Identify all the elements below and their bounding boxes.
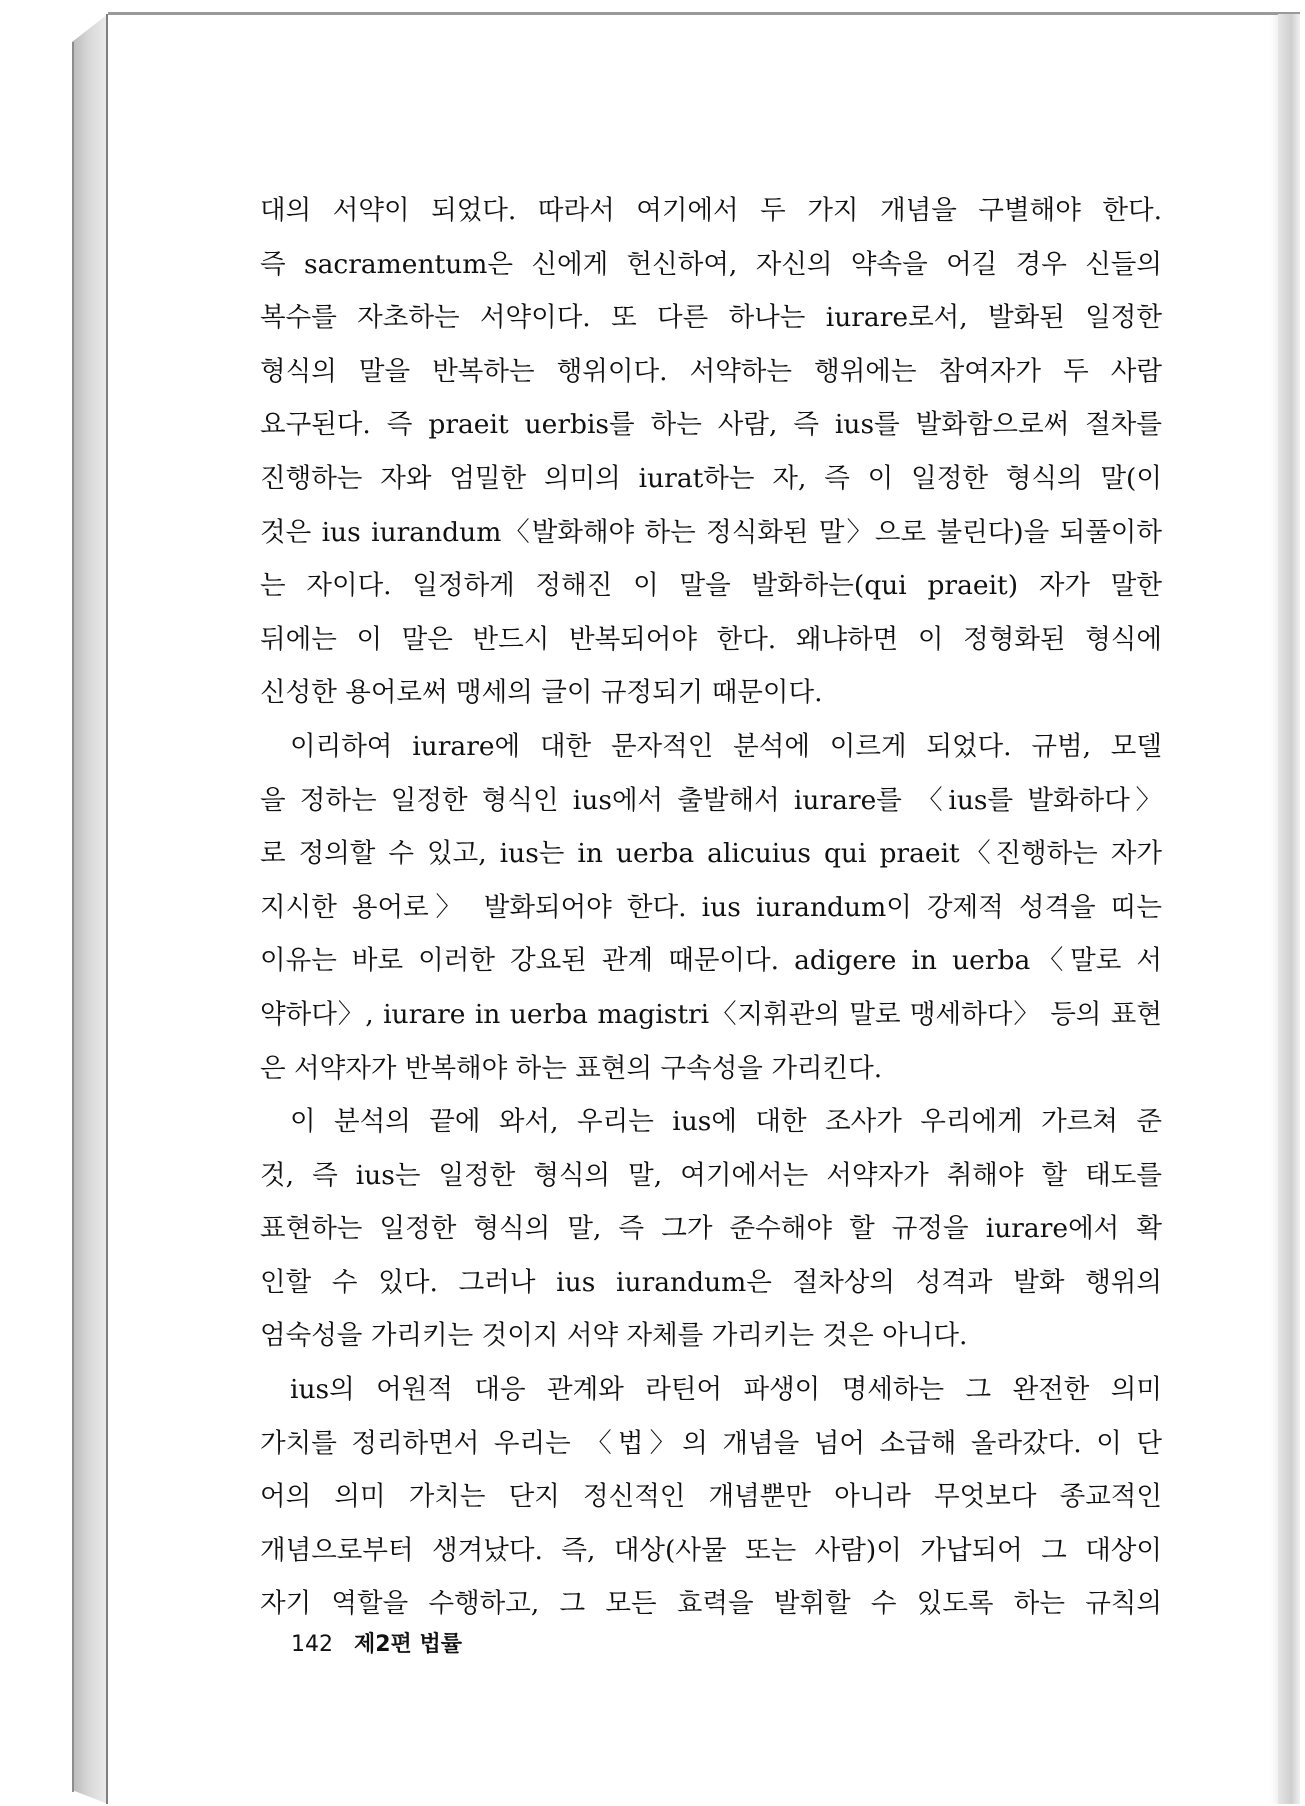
text-line: 엄숙성을 가리키는 것이지 서약 자체를 가리키는 것은 아니다. [260,1320,968,1352]
book-spine-edge [72,42,74,1792]
text-line: 즉 sacramentum은 신에게 헌신하여, 자신의 약속을 어길 경우 신들의 [260,248,1162,280]
text-line: 이 분석의 끝에 와서, 우리는 ius에 대한 조사가 우리에게 가르쳐 준 [290,1106,1162,1138]
page-left-border [106,14,108,1804]
text-line: 진행하는 자와 엄밀한 의미의 iurat하는 자, 즉 이 일정한 형식의 말(이 [260,462,1162,494]
page-number: 142 [291,1632,333,1657]
text-line: 복수를 자초하는 서약이다. 또 다른 하나는 iurare로서, 발화된 일정한 [260,302,1162,334]
text-line: 요구된다. 즉 praeit uerbis를 하는 사람, 즉 ius를 발화함으로써 절차를 [260,409,1162,441]
page-right-edge [1278,14,1300,1804]
book-spine [72,14,108,1804]
text-line: 지시한 용어로〉 발화되어야 한다. ius iurandum이 강제적 성격을 띠는 [260,891,1162,923]
text-line: 것, 즉 ius는 일정한 형식의 말, 여기에서는 서약자가 취해야 할 태도를 [260,1159,1162,1191]
text-line: 로 정의할 수 있고, ius는 in uerba alicuius qui praeit〈진행하는 자가 [260,838,1162,870]
text-line: 이유는 바로 이러한 강요된 관계 때문이다. adigere in uerba〈말로 서 [260,945,1162,977]
page-top-edge [108,12,1300,15]
text-line: 어의 의미 가치는 단지 정신적인 개념뿐만 아니라 무엇보다 종교적인 [260,1481,1162,1513]
page-footer [291,1627,462,1658]
text-line: ius의 어원적 대응 관계와 라틴어 파생이 명세하는 그 완전한 의미 [290,1374,1162,1406]
text-line: 뒤에는 이 말은 반드시 반복되어야 한다. 왜냐하면 이 정형화된 형식에 [260,623,1162,655]
text-line: 가치를 정리하면서 우리는 〈법〉의 개념을 넘어 소급해 올라갔다. 이 단 [260,1427,1162,1459]
text-line: 신성한 용어로써 맹세의 글이 규정되기 때문이다. [260,677,823,709]
text-line: 은 서약자가 반복해야 하는 표현의 구속성을 가리킨다. [260,1052,883,1084]
text-line: 표현하는 일정한 형식의 말, 즉 그가 준수해야 할 규정을 iurare에서 확 [260,1213,1162,1245]
body-text [260,184,1162,1631]
text-line: 것은 ius iurandum〈발화해야 하는 정식화된 말〉으로 불린다)을 되풀이하 [260,516,1162,548]
text-line: 자기 역할을 수행하고, 그 모든 효력을 발휘할 수 있도록 하는 규칙의 [260,1588,1162,1620]
text-line: 대의 서약이 되었다. 따라서 여기에서 두 가지 개념을 구별해야 한다. [260,195,1162,226]
running-head: 제2편 법률 [354,1632,462,1657]
text-line: 이리하여 iurare에 대한 문자적인 분석에 이르게 되었다. 규범, 모델 [290,730,1162,762]
text-line: 약하다〉, iurare in uerba magistri〈지휘관의 말로 맹세하다〉 등의 표현 [260,998,1162,1030]
text-line: 개념으로부터 생겨났다. 즉, 대상(사물 또는 사람)이 가납되어 그 대상이 [260,1534,1162,1566]
text-line: 형식의 말을 반복하는 행위이다. 서약하는 행위에는 참여자가 두 사람 [260,355,1162,387]
text-line: 을 정하는 일정한 형식인 ius에서 출발해서 iurare를 〈ius를 발화하다〉 [260,784,1162,816]
text-line: 는 자이다. 일정하게 정해진 이 말을 발화하는(qui praeit) 자가 말한 [260,570,1162,602]
text-line: 인할 수 있다. 그러나 ius iurandum은 절차상의 성격과 발화 행위의 [260,1266,1162,1298]
